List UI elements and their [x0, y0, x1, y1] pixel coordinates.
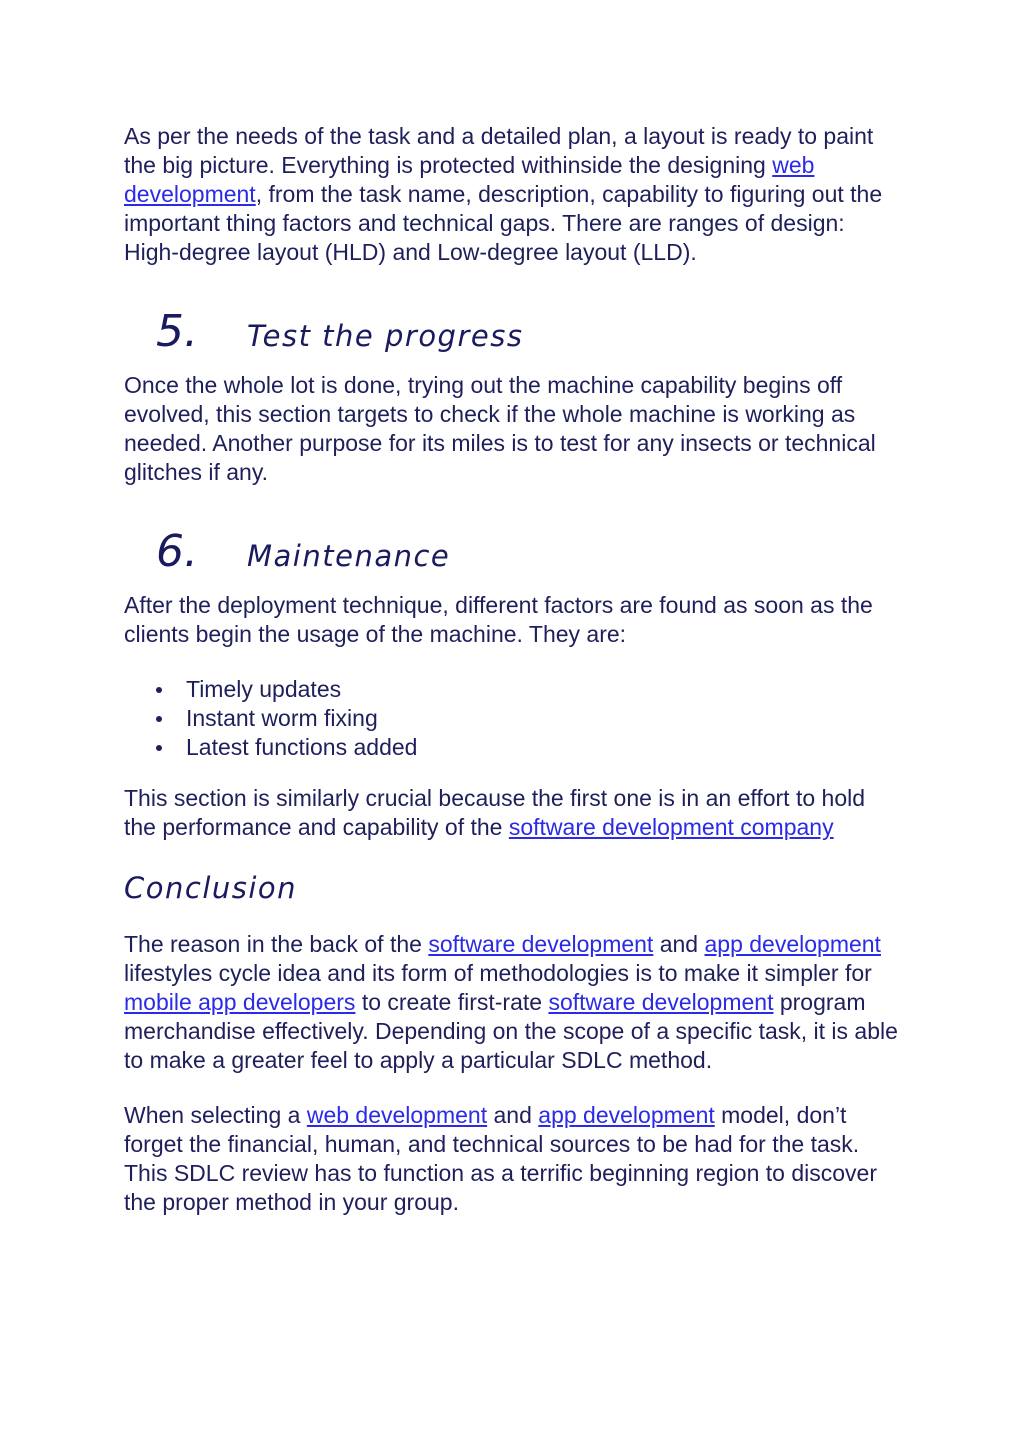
closing-text: This section is similarly crucial because the first one is in an effort to hold the performance and capability of the: [124, 785, 866, 840]
conclusion-text: When selecting a: [124, 1102, 307, 1128]
conclusion-text: program merchandise effectively. Depending on the scope of a specific task, it is able to make a greater feel to apply a particular SDLC method.: [124, 989, 898, 1073]
list-item: Latest functions added: [124, 733, 899, 762]
section-6-number: 6.: [156, 526, 198, 577]
conclusion-text: model, don’t forget the financial, human, and technical sources to be had for the task. This SDLC review has to function as a terrific beginning region to discover the proper method in your group.: [124, 1102, 877, 1215]
intro-paragraph: [124, 122, 899, 267]
conclusion-paragraph-2: [124, 1101, 899, 1217]
document-page: [124, 122, 899, 1217]
intro-text-2: , from the task name, description, capability to figuring out the important thing factors and technical gaps. There are ranges of design: High-degree layout (HLD) and Low-degree layout (LLD).: [124, 181, 883, 265]
conclusion-text: and: [653, 931, 705, 957]
section-6-title: Maintenance: [247, 539, 451, 573]
list-item: Instant worm fixing: [124, 704, 899, 733]
conclusion-text: to create first-rate: [355, 989, 549, 1015]
maintenance-list: [124, 675, 899, 762]
section-5-heading: [156, 307, 899, 357]
software-development-link[interactable]: software development: [428, 931, 654, 957]
section-5-title: Test the progress: [247, 319, 524, 353]
conclusion-text: and: [487, 1102, 539, 1128]
software-development-company-link[interactable]: software development company: [508, 814, 834, 840]
mobile-app-developers-link[interactable]: mobile app developers: [124, 989, 356, 1015]
software-development-link[interactable]: software development: [548, 989, 774, 1015]
section-6-heading: [156, 527, 899, 577]
section-5-number: 5.: [156, 306, 198, 357]
section-6-body: After the deployment technique, different factors are found as soon as the clients begin the usage of the machine. They are:: [124, 592, 873, 647]
conclusion-text: The reason in the back of the: [124, 931, 429, 957]
intro-text-1: As per the needs of the task and a detailed plan, a layout is ready to paint the big picture. Everything is protected withinside the designing: [124, 123, 874, 178]
conclusion-paragraph-1: [124, 930, 899, 1075]
list-item: Timely updates: [124, 675, 899, 704]
app-development-link[interactable]: app development: [538, 1102, 715, 1128]
section-6-closing: [124, 784, 899, 842]
conclusion-title: Conclusion: [124, 871, 298, 905]
section-5-body: Once the whole lot is done, trying out the machine capability begins off evolved, this section targets to check if the whole machine is working as needed. Another purpose for its miles is to test for any insects or technical glitches if any.: [124, 372, 876, 485]
web-development-link[interactable]: web development: [124, 152, 815, 207]
web-development-link[interactable]: web development: [306, 1102, 488, 1128]
app-development-link[interactable]: app development: [704, 931, 881, 957]
conclusion-text: lifestyles cycle idea and its form of methodologies is to make it simpler for: [124, 960, 872, 986]
